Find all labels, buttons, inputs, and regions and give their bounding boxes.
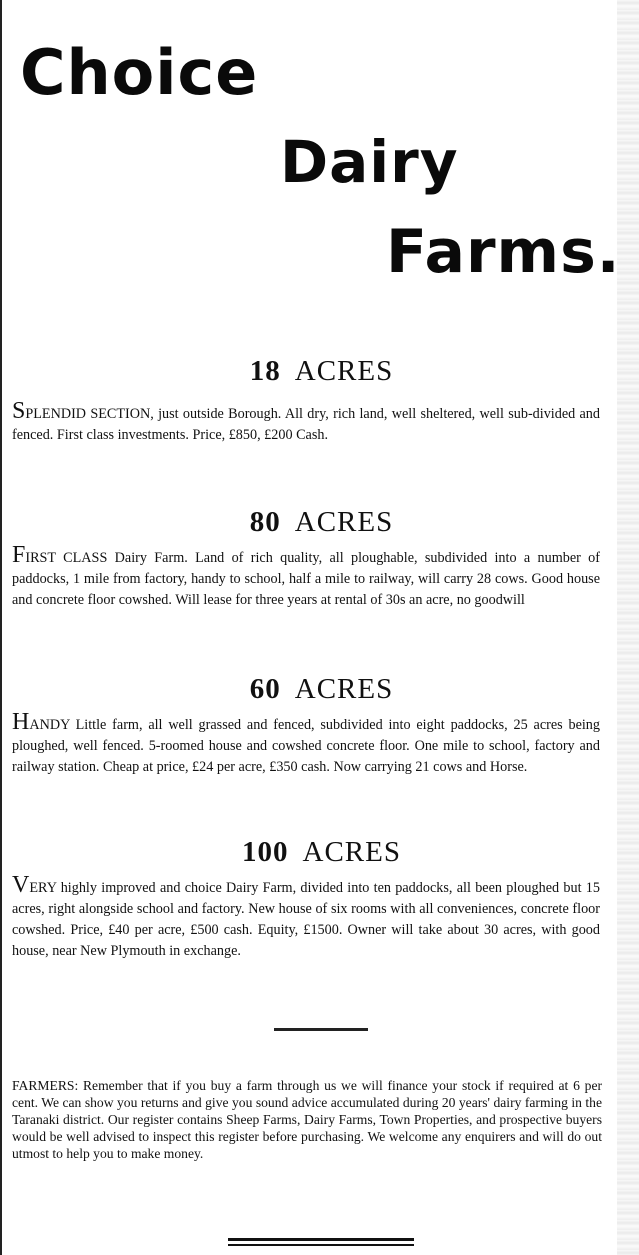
section-divider: [274, 1028, 368, 1031]
listing-description-60-acres: [12, 710, 600, 778]
listing-heading-100-acres: [2, 836, 639, 869]
listing-heading-60-acres: [2, 673, 639, 706]
listing-acre-unit: ACRES: [302, 836, 401, 868]
headline-dairy: Dairy: [280, 128, 459, 196]
listing-acre-count: 60: [249, 673, 281, 705]
listing-heading-18-acres: [2, 355, 639, 388]
listing-text: IRST CLASS Dairy Farm. Land of rich quality, all ploughable, subdivided into a number of paddocks, 1 mile from factory, handy to school, half a mile to railway, will carry 28 cows. Good house and concrete floor cowshed. Will lease for three years at rental of 30s an acre, no goodwill: [12, 550, 600, 608]
listing-acre-unit: ACRES: [294, 506, 394, 538]
listing-acre-count: 80: [249, 506, 281, 538]
headline-choice: Choice: [20, 36, 259, 109]
listing-description-80-acres: [12, 543, 600, 611]
drop-cap: H: [12, 709, 30, 735]
listing-heading-80-acres: [2, 506, 639, 539]
page-edge-shadow: [617, 0, 639, 1255]
listing-text: PLENDID SECTION, just outside Borough. All dry, rich land, well sheltered, well sub-divided and fenced. First class investments. Price, £850, £200 Cash.: [12, 406, 600, 443]
drop-cap: V: [12, 872, 30, 898]
listing-acre-unit: ACRES: [294, 355, 394, 387]
listing-description-100-acres: [12, 873, 600, 962]
listing-acre-count: 18: [249, 355, 281, 387]
farmers-notice: FARMERS: Remember that if you buy a farm through us we will finance your stock if required at 6 per cent. We can show you returns and give you sound advice accumulated during 20 years' dairy farming in the Taranaki district. Our register contains Sheep Farms, Dairy Farms, Town Properties, and prospective buyers would be well advised to inspect this register before purchasing. We welcome any enquirers and will do out utmost to help you to make money.: [12, 1078, 602, 1161]
drop-cap: S: [12, 398, 26, 424]
bottom-rule-bottom: [228, 1244, 414, 1246]
listing-acre-count: 100: [242, 836, 289, 868]
headline-farms: Farms.: [386, 217, 621, 287]
listing-description-18-acres: [12, 399, 600, 446]
bottom-rule-top: [228, 1238, 414, 1241]
drop-cap: F: [12, 542, 26, 568]
listing-text: ERY highly improved and choice Dairy Farm, divided into ten paddocks, all been ploughed but 15 acres, right alongside school and factory. New house of six rooms with all conveniences, concrete floor cowshed. Price, £40 per acre, £500 cash. Equity, £1500. Owner will take about 30 acres, with good house, near New Plymouth in exchange.: [12, 880, 600, 959]
listing-acre-unit: ACRES: [294, 673, 394, 705]
listing-text: ANDY Little farm, all well grassed and fenced, subdivided into eight paddocks, 25 acres being ploughed, well fenced. 5-roomed house and cowshed concrete floor. One mile to school, factory and railway station. Cheap at price, £24 per acre, £350 cash. Now carrying 21 cows and Horse.: [12, 717, 600, 775]
